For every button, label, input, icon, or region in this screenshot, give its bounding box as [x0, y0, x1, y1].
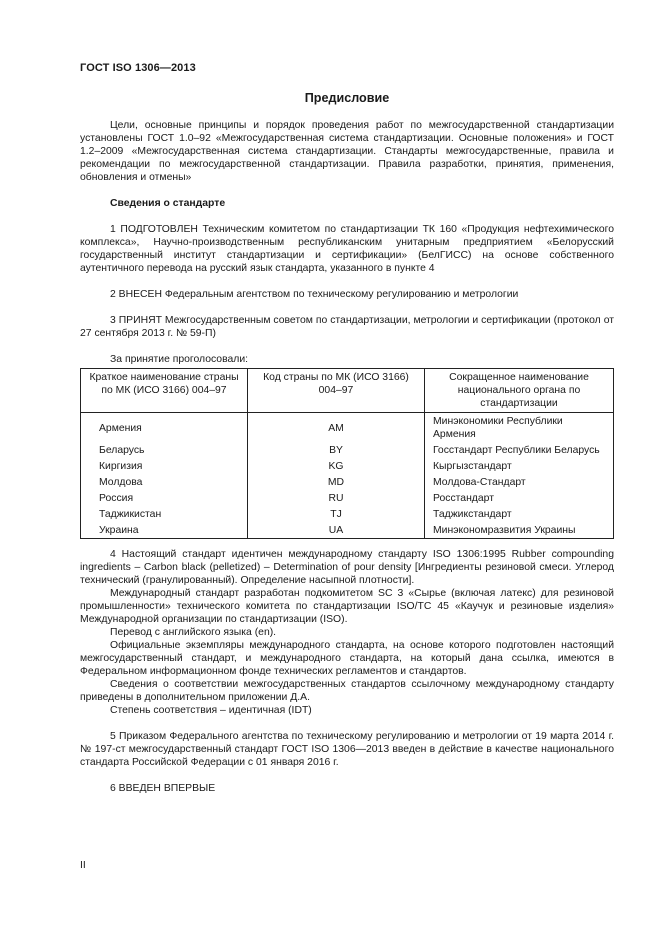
item-5-paragraph: 5 Приказом Федерального агентства по техническому регулированию и метрологии от 19 марта 2014 г. № 197-ст межгосударственный стандарт ГОСТ ISO 1306—2013 введен в действие в качестве национального стандарта Российской Федерации с 01 января 2016 г.: [80, 731, 614, 768]
item-4-developer-paragraph: Международный стандарт разработан подкомитетом SC 3 «Сырье (включая латекс) для резиновой промышленности» технического комитета по стандартизации ISO/TC 45 «Каучук и резиновые изделия» Международной организации по стандартизации (ISO).: [80, 588, 614, 625]
cell-organization: Таджикстандарт: [425, 506, 614, 522]
cell-country: Россия: [81, 490, 248, 506]
item-4-conformity-paragraph: Степень соответствия – идентичная (IDT): [110, 705, 312, 716]
cell-organization: Росстандарт: [425, 490, 614, 506]
cell-country: Таджикистан: [81, 506, 248, 522]
cell-organization: Госстандарт Республики Беларусь: [425, 442, 614, 458]
item-1-paragraph: 1 ПОДГОТОВЛЕН Техническим комитетом по стандартизации ТК 160 «Продукция нефтехимического комплекса», Научно-производственным республиканским унитарным предприятием «Белорусский государственный институт стандартизации и сертификации» (БелГИСС) на основе собственного аутентичного перевода на русский язык стандарта, указанного в пункте 4: [80, 224, 614, 274]
table-header-row: [81, 369, 614, 413]
intro-paragraph: Цели, основные принципы и порядок проведения работ по межгосударственной стандартизации установлены ГОСТ 1.0–92 «Межгосударственная система стандартизации. Основные положения» и ГОСТ 1.2–2009 «Межгосударственная система стандартизации. Стандарты межгосударственные, правила и рекомендации по межгосударственной стандартизации. Правила разработки, принятия, применения, обновления и отмены»: [80, 120, 614, 183]
spacer: [80, 340, 614, 353]
item-3-paragraph: 3 ПРИНЯТ Межгосударственным советом по стандартизации, метрологии и сертификации (протокол от 27 сентября 2013 г. № 59-П): [80, 315, 614, 339]
item-4-official-copies-paragraph: Официальные экземпляры международного стандарта, на основе которого подготовлен настоящий межгосударственный стандарт, и международного стандарта, на который дана ссылка, имеются в Федеральном информационном фонде технических регламентов и стандартов.: [80, 640, 614, 677]
table-row: [81, 413, 614, 443]
cell-organization: Молдова-Стандарт: [425, 474, 614, 490]
cell-country: Украина: [81, 522, 248, 539]
spacer: [80, 210, 614, 223]
vote-caption: За принятие проголосовали:: [110, 354, 249, 365]
spacer: [80, 717, 614, 730]
header-national-body: Сокращенное наименование национального органа по стандартизации: [425, 369, 614, 413]
cell-code: RU: [248, 490, 425, 506]
header-country-name: Краткое наименование страны по МК (ИСО 3166) 004–97: [81, 369, 248, 413]
table-row: [81, 490, 614, 506]
cell-organization: Минэкономразвития Украины: [425, 522, 614, 539]
cell-code: BY: [248, 442, 425, 458]
cell-country: Молдова: [81, 474, 248, 490]
cell-code: KG: [248, 458, 425, 474]
cell-organization: Кыргызстандарт: [425, 458, 614, 474]
cell-code: MD: [248, 474, 425, 490]
item-6-paragraph: 6 ВВЕДЕН ВПЕРВЫЕ: [110, 783, 216, 794]
page-number: II: [80, 860, 86, 871]
spacer: [80, 769, 614, 782]
table-row: [81, 474, 614, 490]
cell-code: TJ: [248, 506, 425, 522]
cell-organization: Минэкономики Республики Армения: [425, 413, 614, 443]
table-row: [81, 458, 614, 474]
item-4-references-paragraph: Сведения о соответствии межгосударственных стандартов ссылочному международному стандарту приведены в дополнительном приложении Д.А.: [80, 679, 614, 703]
spacer: [80, 275, 614, 288]
table-row: [81, 442, 614, 458]
cell-country: Беларусь: [81, 442, 248, 458]
cell-country: Киргизия: [81, 458, 248, 474]
item-4-paragraph: 4 Настоящий стандарт идентичен международному стандарту ISO 1306:1995 Rubber compounding ingredients – Carbon black (pelletized) – Determination of pour density [Ингредиенты резиновой смеси. Углерод технический (гранулированный). Определение насыпной плотности].: [80, 549, 614, 586]
item-4-translation-paragraph: Перевод с английского языка (en).: [110, 627, 277, 638]
document-code: ГОСТ ISO 1306—2013: [80, 62, 196, 74]
spacer: [80, 539, 614, 548]
cell-code: UA: [248, 522, 425, 539]
spacer: [80, 301, 614, 314]
document-body: [80, 92, 614, 795]
spacer: [80, 184, 614, 197]
cell-country: Армения: [81, 413, 248, 443]
page-title: Предисловие: [304, 91, 390, 105]
table-row: [81, 506, 614, 522]
cell-code: AM: [248, 413, 425, 443]
header-country-code: Код страны по МК (ИСО 3166) 004–97: [248, 369, 425, 413]
section-title: Сведения о стандарте: [110, 198, 226, 209]
table-row: [81, 522, 614, 539]
voting-table: [80, 368, 614, 539]
item-2-paragraph: 2 ВНЕСЕН Федеральным агентством по техническому регулированию и метрологии: [110, 289, 519, 300]
